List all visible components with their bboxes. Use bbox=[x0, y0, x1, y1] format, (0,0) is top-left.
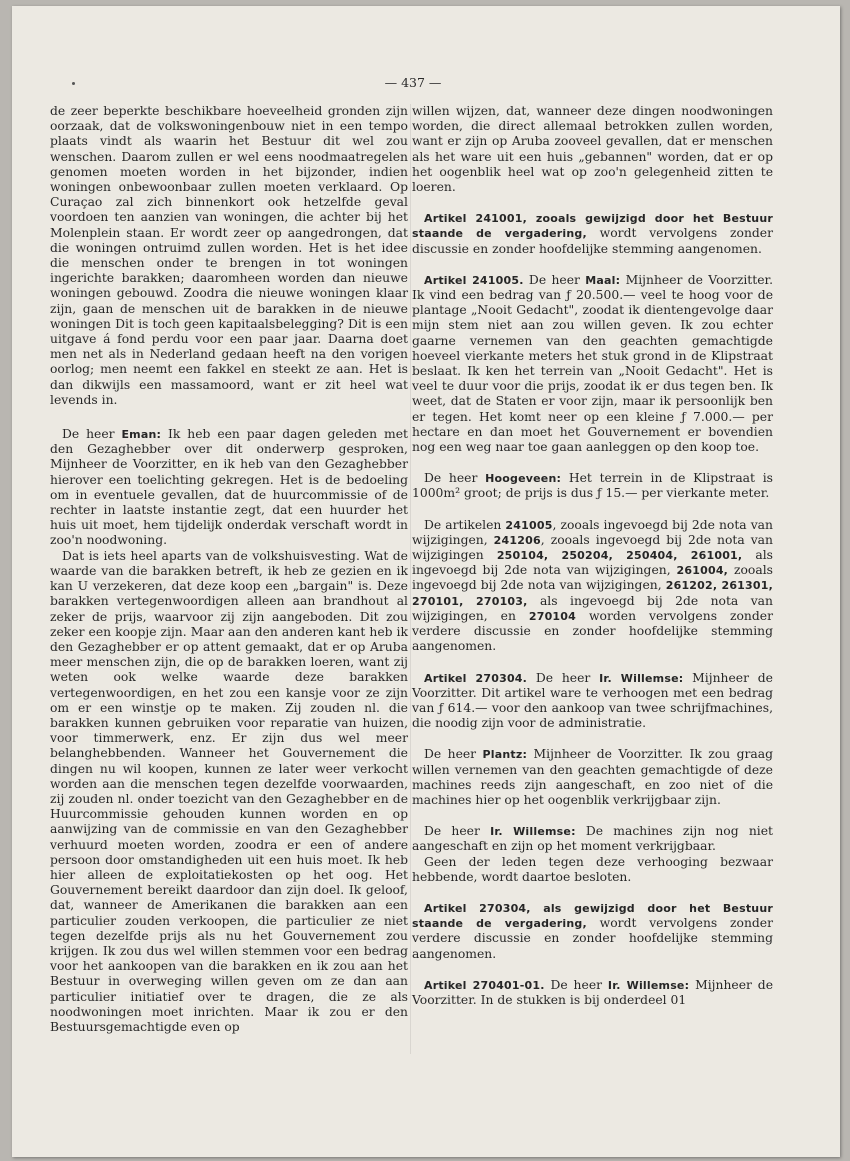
article-241005: Artikel 241005. De heer Maal: Mijnheer de Voorzitter. Ik vind een bedrag van ƒ 20.500.— veel te hoog voor de plantage „Nooit Gedacht", zoodat ik dientengevolge daar mijn stem niet aan zou willen geven. Ik zou echter gaarne vernemen van den geachten gemachtigde hoeveel vierkante meters het stuk grond in de Klipstraat beslaat. Ik ken het terrein van „Nooit Gedacht". Het is veel te duur voor die prijs, zoodat ik er dus tegen ben. Ik weet, dat de Staten er voor zijn, maar ik persoonlijk ben er tegen. Het komt neer op een kleine ƒ 7.000.— per hectare en dan moet het Gouvernement er bovendien nog een weg naar toe gaan aanleggen op den koop toe. bbox=[412, 272, 774, 455]
paragraph-speaker-plantz: De heer Plantz: Mijnheer de Voorzitter. Ik zou graag willen vernemen van den geachten gemachtigde of deze machines reeds zijn aangeschaft, en zoo niet of die machines hier op het oogenblik verkrijgbaar zijn. bbox=[412, 747, 773, 807]
paragraph: willen wijzen, dat, wanneer deze dingen noodwoningen worden, die direct allemaal betrokken zullen worden, want er zijn op Aruba zooveel gevallen, dat er menschen als het ware uit een huis „gebannen" worden, dat er op het oogenblik heel wat op zoo'n gelegenheid zitten te loeren. bbox=[412, 104, 773, 195]
left-column bbox=[50, 104, 408, 1035]
speaker-name: Plantz: bbox=[482, 748, 528, 762]
speaker-name: Hoogeveen: bbox=[485, 472, 562, 486]
speaker-name: Ir. Willemse: bbox=[599, 671, 684, 685]
right-column bbox=[412, 104, 773, 1008]
article-241001: Artikel 241001, zooals gewijzigd door het Bestuur staande de vergadering, wordt vervolgens zonder discussie en zonder hoofdelijke stemming aangenomen. bbox=[412, 212, 773, 256]
article-270304-amended: Artikel 270304, als gewijzigd door het Bestuur staande de vergadering, wordt vervolgens zonder verdere discussie en zonder hoofdelijke stemming aangenomen. bbox=[412, 901, 773, 961]
paragraph-speaker-willemse: De heer Ir. Willemse: De machines zijn nog niet aangeschaft en zijn op het moment verkrijgbaar. bbox=[412, 824, 773, 854]
paragraph: de zeer beperkte beschikbare hoeveelheid gronden zijn oorzaak, dat de volkswoningenbouw niet in een tempo plaats vindt als waarin het Bestuur dit wel zou wenschen. Daarom zullen er wel eens noodmaatregelen genomen moeten worden in het bijzonder, indien woningen onbewoonbaar zullen moeten verklaard. Op Curaçao zal zich binnenkort ook hetzelfde geval voordoen ten aanzien van woningen, die achter bij het Molenplein staan. Er wordt zeer op aangedrongen, dat die woningen ontruimd zullen worden. Het is het idee die menschen onder te brengen in tot woningen ingerichte barakken; daaromheen worden dan nieuwe woningen gebouwd. Zoodra die nieuwe woningen klaar zijn, gaan de menschen uit de barakken in de nieuwe woningen Dit is toch geen kapitaalsbelegging? Dit is een uitgave á fond perdu voor een paar jaar. Daarna doet men net als in Nederland gedaan heeft na den vorigen oorlog; men neemt een fakkel en steekt ze aan. Het is dan dikwijls een massamoord, want er zit heel wat levends in. bbox=[50, 104, 408, 407]
column-divider bbox=[410, 104, 411, 1054]
page-number: — 437 — bbox=[384, 75, 442, 90]
speaker-name: Ir. Willemse: bbox=[490, 825, 576, 839]
speaker-name: Eman: bbox=[121, 428, 162, 442]
paragraph: Geen der leden tegen deze verhooging bezwaar hebbende, wordt daartoe besloten. bbox=[412, 854, 773, 884]
articles-list-paragraph: De artikelen 241005, zooals ingevoegd bij 2de nota van wijzigingen, 241206, zooals ingevoegd bij 2de nota van wijzigingen 250104, 250204, 250404, 261001, als ingevoegd bij 2de nota van wijzigingen, 261004, zooals ingevoegd bij 2de nota van wijzigingen, 261202, 261301, 270101, 270103, als ingevoegd bij 2de nota van wijzigingen, en 270104 worden vervolgens zonder verdere discussie en zonder hoofdelijke stemming aangenomen. bbox=[412, 517, 773, 654]
paragraph: Dat is iets heel aparts van de volkshuisvesting. Wat de waarde van die barakken betreft, ik heb ze gezien en ik kan U verzekeren, dat deze koop een „bargain" is. Deze barakken vertegenwoordigen alleen aan brandhout al zeker de prijs, waarvoor zij zijn aangeboden. Dit zou zeker een koopje zijn. Maar aan den anderen kant heb ik den Gezaghebber er op attent gemaakt, dat er op Aruba meer menschen zijn, die op de barakken loeren, want zij weten ook welke waarde deze barakken vertegenwoordigen, en het zou een kansje voor ze zijn om er een winstje op te maken. Zij zouden nl. die barakken kunnen gebruiken voor reparatie van huizen, voor timmerwerk, enz. Er zijn dus wel meer belanghebbenden. Wanneer het Gouvernement die dingen nu wil koopen, kunnen ze later weer verkocht worden aan die menschen tegen dezelfde voorwaarden, zij zouden nl. onder toezicht van den Gezaghebber en de Huurcommissie gehouden kunnen worden en op aanwijzing van de commissie en van den Gezaghebber verhuurd moeten worden, zoodra er een of andere persoon door omstandigheden uit een huis moet. Ik heb hier alleen de exploitatiekosten op het oog. Het Gouvernement bereikt daardoor dan zijn doel. Ik geloof, dat, wanneer de Amerikanen die barakken aan een particulier zouden verkoopen, die particulier ze niet tegen dezelfde prijs als nu het Gouvernement zou krijgen. Ik zou dus wel willen stemmen voor een bedrag voor het aankoopen van die barakken en ik zou aan het Bestuur in overweging willen geven om ze dan aan particulier initiatief over te dragen, die ze als noodwoningen moet inrichten. Maar ik zou er den Bestuursgemachtigde even op bbox=[50, 548, 408, 1034]
paragraph-speaker-hoogeveen: De heer Hoogeveen: Het terrein in de Klipstraat is 1000m² groot; de prijs is dus ƒ 15.— per vierkante meter. bbox=[412, 471, 773, 501]
article-270304: Artikel 270304. De heer Ir. Willemse: Mijnheer de Voorzitter. Dit artikel ware te verhoogen met een bedrag van ƒ 614.— voor den aankoop van twee schrijfmachines, die noodig zijn voor de administratie. bbox=[412, 670, 773, 731]
article-270401-01: Artikel 270401-01. De heer Ir. Willemse: Mijnheer de Voorzitter. In de stukken is bij onderdeel 01 bbox=[412, 977, 773, 1007]
speaker-name: Maal: bbox=[585, 273, 621, 287]
speaker-name: Ir. Willemse: bbox=[607, 978, 690, 992]
paragraph-speaker-eman: De heer Eman: Ik heb een paar dagen geleden met den Gezaghebber over dit onderwerp gesproken, Mijnheer de Voorzitter, en ik heb van den Gezaghebber hierover een toelichting gekregen. Het is de bedoeling om in eventuele gevallen, dat de huurcommissie of de rechter in laatste instantie zegt, dat een huurder het huis uit moet, hem tijdelijk onderdak verschaft wordt in zoo'n noodwoning. bbox=[50, 427, 408, 548]
